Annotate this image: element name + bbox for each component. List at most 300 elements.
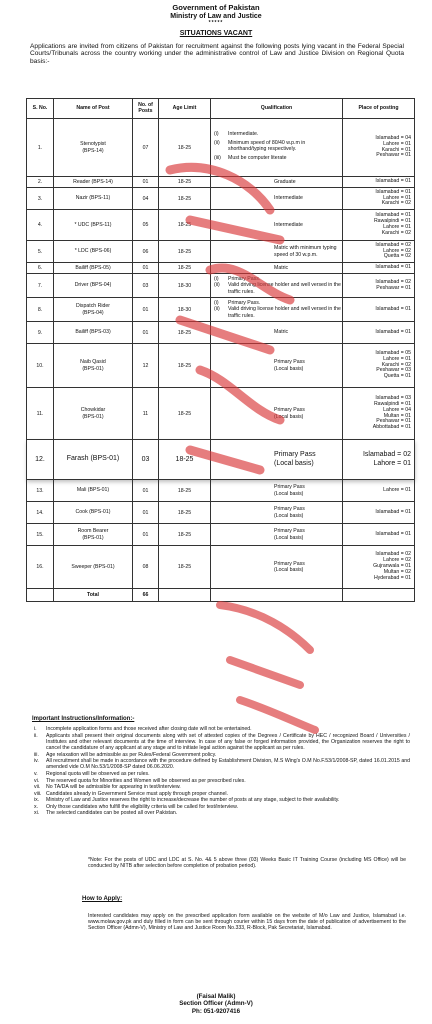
cell-place [343, 322, 415, 344]
post-name-line: Farash (BPS-01) [66, 455, 120, 463]
cell-count: 12 [133, 344, 159, 388]
qualification-numeral [214, 329, 228, 335]
table-row [27, 322, 415, 344]
cell-age: 18-25 [159, 177, 211, 188]
qualification-item [214, 414, 342, 420]
post-name-line: Room Bearer [77, 528, 109, 535]
cell-count: 08 [133, 546, 159, 589]
cell-post [54, 440, 133, 480]
table-row [27, 177, 415, 188]
qualification-item [214, 282, 342, 294]
table-row [27, 298, 415, 322]
instruction-item [32, 733, 410, 752]
qualification-item [214, 366, 342, 372]
post-name-line: Naib Qasid [80, 359, 106, 366]
instruction-item [32, 771, 410, 777]
qualification-text: (Local basis) [274, 490, 304, 497]
cell-place [343, 119, 415, 177]
instruction-item [32, 758, 410, 770]
post-name-line: Reader (BPS-14) [73, 178, 113, 185]
cell-sno: 13. [27, 480, 54, 502]
post-name-line: * UDC (BPS-11) [74, 221, 112, 228]
vacancies-table [26, 98, 415, 602]
instruction-numeral: iii. [34, 751, 39, 758]
cell-post [54, 241, 133, 263]
cell-place [343, 502, 415, 524]
place-line: Islamabad = 05 [375, 349, 411, 356]
cell-qualification [211, 388, 343, 440]
cell-post [54, 274, 133, 298]
instruction-text: Ministry of Law and Justice reserves the right to increase/decrease the number of posts at any stage, subject to their availability. [46, 797, 340, 804]
qualification-numeral [214, 414, 228, 420]
cell-post [54, 210, 133, 241]
cell-age: 18-25 [159, 546, 211, 589]
cell-place [343, 210, 415, 241]
instruction-item [32, 784, 410, 790]
place-line: Peshawar = 01 [376, 284, 411, 291]
how-to-apply-heading: How to Apply: [82, 896, 123, 902]
instruction-text: Age relaxation will be admissible as per Rules/Federal Government policy. [46, 751, 217, 758]
instruction-numeral: iv. [34, 758, 39, 765]
place-line: Lahore = 02 [383, 557, 411, 564]
qualification-text: (Local basis) [274, 365, 304, 372]
cell-qualification [211, 440, 343, 480]
intro-paragraph: Applications are invited from citizens of Pakistan for recruitment against the following posts lying vacant in the Federal Special Courts/Tribunals across the country working under the administrative control of Law and Justice Division on Regional Quota basis:- [30, 42, 404, 65]
cell-place [343, 188, 415, 210]
instruction-numeral: vii. [34, 784, 41, 791]
qualification-item [214, 155, 342, 161]
cell-qualification [211, 546, 343, 589]
document-header [0, 4, 432, 38]
qualification-item [214, 451, 342, 459]
place-line: Lahore = 01 [383, 140, 411, 147]
qualification-text: Primary Pass [274, 359, 305, 366]
cell-count: 03 [133, 274, 159, 298]
place-line: Islamabad = 01 [375, 212, 411, 219]
instruction-numeral: vi. [34, 777, 40, 784]
cell-count: 01 [133, 298, 159, 322]
qualification-text: (Local basis) [274, 459, 314, 467]
qualification-item [214, 491, 342, 497]
instruction-text: Candidates already in Government Service must apply through proper channel. [46, 790, 228, 797]
qualification-numeral: (i) [214, 300, 219, 307]
cell-sno: 6. [27, 263, 54, 274]
qualification-numeral: (ii) [214, 139, 220, 146]
place-line: Islamabad = 02 [375, 551, 411, 558]
place-line: Gujranwala = 01 [373, 563, 411, 570]
signature-block [0, 993, 432, 1015]
instruction-numeral: ix. [34, 797, 40, 804]
place-line: Peshawar = 01 [376, 152, 411, 159]
qualification-item [214, 140, 342, 152]
col-header-sno: S. No. [27, 99, 54, 119]
cell-qualification [211, 210, 343, 241]
qualification-text: (Local basis) [274, 534, 304, 541]
cell-qualification [211, 177, 343, 188]
instruction-text: Only those candidates who fulfill the eligibility criteria will be called for test/interview. [46, 803, 239, 810]
instruction-numeral: xi. [34, 810, 40, 817]
qualification-numeral: (iii) [214, 155, 221, 162]
total-value: 66 [133, 589, 159, 602]
instruction-item [32, 752, 410, 758]
cell-qualification [211, 263, 343, 274]
place-line: Islamabad = 01 [375, 530, 411, 537]
post-name-line: Dispatch Rider [75, 303, 111, 310]
place-line: Islamabad = 01 [375, 508, 411, 515]
table-row [27, 502, 415, 524]
place-line: Quetta = 01 [383, 373, 411, 380]
qualification-text: (Local basis) [274, 567, 304, 573]
qualification-item [214, 460, 342, 468]
place-line: Islamabad = 01 [375, 178, 411, 185]
qualification-text: Primary Pass [274, 407, 305, 414]
place-line: Karachi = 02 [381, 229, 411, 236]
cell-sno: 8. [27, 298, 54, 322]
cell-post [54, 480, 133, 502]
qualification-text: Intermediate [274, 195, 303, 202]
qualification-numeral [214, 366, 228, 372]
instruction-item [32, 726, 410, 732]
cell-age: 18-25 [159, 388, 211, 440]
qualification-text: Valid driving license holder and well versed in the traffic rules. [228, 282, 341, 295]
cell-age: 18-25 [159, 119, 211, 177]
place-line: Islamabad = 04 [375, 134, 411, 141]
qualification-numeral [214, 451, 228, 459]
qualification-numeral: (i) [214, 276, 219, 283]
cell-qualification [211, 344, 343, 388]
instruction-text: No TA/DA will be admissible for appearing in test/interview. [46, 784, 181, 791]
qualification-numeral [214, 535, 228, 541]
place-line: Multan = 01 [383, 412, 411, 419]
place-line: Islamabad = 02 [375, 241, 411, 248]
instruction-text: Incomplete application forms and those received after closing date will not be entertained. [46, 726, 252, 733]
cell-age: 18-25 [159, 263, 211, 274]
header-separator: ***** [208, 19, 224, 26]
cell-post [54, 188, 133, 210]
place-line: Multan = 02 [383, 568, 411, 575]
col-header-age: Age Limit [159, 99, 211, 119]
place-line: Lahore = 01 [383, 224, 411, 230]
qualification-item [214, 329, 342, 335]
qualification-numeral [214, 222, 228, 228]
table-row [27, 210, 415, 241]
cell-qualification [211, 188, 343, 210]
qualification-item [214, 513, 342, 519]
cell-post [54, 344, 133, 388]
col-header-place: Place of posting [343, 99, 415, 119]
cell-qualification [211, 502, 343, 524]
qualification-item [214, 306, 342, 318]
instruction-text: Applicants shall present their original documents along with set of attested copies of the Degrees / Certificate by HEC / recognized Board / Universities / Institutes and other relevant documents at the time of interview. In case of any false or forged information provided, the Organization reserves the right to cancel the candidature of any applicant at any stage and to initiate legal action against the applicant as per rules. [46, 732, 410, 752]
qualification-numeral: (ii) [214, 306, 220, 313]
post-name-line: Sweeper (BPS-01) [71, 563, 115, 570]
post-name-line: Bailiff (BPS-05) [75, 264, 111, 271]
signatory-designation: Section Officer (Admn-V) [179, 1000, 253, 1008]
place-line: Lahore = 02 [383, 247, 411, 254]
cell-sno: 9. [27, 322, 54, 344]
qualification-numeral: (i) [214, 130, 219, 137]
place-line: Lahore = 01 [383, 355, 411, 362]
qualification-text: Primary Pass [274, 506, 305, 513]
qualification-text: (Local basis) [274, 413, 304, 420]
cell-qualification [211, 322, 343, 344]
cell-post [54, 298, 133, 322]
cell-sno: 1. [27, 119, 54, 177]
post-name-line: (BPS-04) [82, 309, 104, 316]
qualification-item [214, 567, 342, 573]
post-name-line: (BPS-01) [82, 365, 104, 372]
col-header-post: Name of Post [54, 99, 133, 119]
cell-post [54, 322, 133, 344]
instruction-text: Regional quota will be observed as per rules. [46, 771, 150, 778]
qualification-text: Primary Pass [274, 451, 316, 459]
place-line: Lahore = 01 [373, 459, 411, 467]
place-line: Islamabad = 01 [375, 188, 411, 195]
cell-sno: 11. [27, 388, 54, 440]
place-line: Lahore = 01 [383, 486, 411, 493]
cell-age: 18-25 [159, 502, 211, 524]
instruction-numeral: ii. [34, 732, 38, 739]
total-label: Total [54, 589, 133, 602]
cell-count: 01 [133, 322, 159, 344]
post-name-line: * LDC (BPS-06) [74, 248, 112, 255]
post-name-line: Driver (BPS-04) [74, 282, 112, 289]
place-line: Lahore = 01 [383, 194, 411, 201]
qualification-item [214, 179, 342, 185]
cell-qualification [211, 298, 343, 322]
qualification-text: Primary Pass [274, 528, 305, 535]
post-name-line: Bailiff (BPS-03) [75, 329, 111, 336]
cell-post [54, 546, 133, 589]
instruction-numeral: x. [34, 803, 39, 810]
cell-age: 18-25 [159, 524, 211, 546]
post-name-line: (BPS-01) [82, 413, 104, 420]
table-row [27, 241, 415, 263]
qualification-item [214, 195, 342, 201]
qualification-text: Must be computer literate [228, 155, 287, 162]
cell-post [54, 177, 133, 188]
cell-qualification [211, 274, 343, 298]
qualification-text: Graduate [274, 178, 296, 185]
note-paragraph: *Note: For the posts of UDC and LDC at S. No. 4& 5 above three (03) Weeks Basic IT Training Course (including MS Office) will be conducted by NITB after selection before completion of probation period). [88, 857, 406, 870]
qualification-numeral [214, 245, 228, 257]
place-line: Quetta = 02 [383, 253, 411, 260]
cell-qualification [211, 480, 343, 502]
cell-count: 11 [133, 388, 159, 440]
instruction-numeral: i. [34, 726, 37, 733]
post-name-line: Cook (BPS-01) [75, 509, 111, 516]
qualification-item [214, 245, 342, 257]
cell-age: 18-25 [159, 440, 211, 480]
table-row [27, 344, 415, 388]
instructions-section [32, 716, 410, 817]
qualification-text: Intermediate [274, 221, 303, 228]
instruction-item [32, 810, 410, 816]
qualification-numeral [214, 460, 228, 468]
cell-sno: 14. [27, 502, 54, 524]
cell-sno: 15. [27, 524, 54, 546]
cell-count: 01 [133, 502, 159, 524]
qualification-text: Matric [274, 329, 289, 336]
table-row [27, 274, 415, 298]
table-header-row [27, 99, 415, 119]
place-line: Islamabad = 01 [375, 264, 411, 271]
cell-count: 01 [133, 524, 159, 546]
instructions-heading: Important Instructions/Information:- [32, 716, 135, 722]
instruction-item [32, 797, 410, 803]
cell-sno: 2. [27, 177, 54, 188]
qualification-text: Primary Pass. [228, 276, 261, 283]
table-row [27, 188, 415, 210]
instruction-numeral: viii. [34, 790, 42, 797]
cell-place [343, 344, 415, 388]
qualification-numeral [214, 195, 228, 201]
instruction-item [32, 778, 410, 784]
cell-count: 01 [133, 263, 159, 274]
instruction-item [32, 791, 410, 797]
cell-age: 18-25 [159, 241, 211, 263]
cell-post [54, 119, 133, 177]
table-row [27, 119, 415, 177]
cell-qualification [211, 241, 343, 263]
place-line: Karachi = 02 [381, 200, 411, 207]
cell-qualification [211, 119, 343, 177]
qualification-text: Valid driving license holder and well versed in the traffic rules. [228, 306, 341, 319]
qualification-numeral [214, 179, 228, 185]
qualification-item [214, 265, 342, 271]
cell-count: 04 [133, 188, 159, 210]
instruction-text: All recruitment shall be made in accordance with the procedure defined by Establishment Division, M.S Wing's O.M No.F.53/1/2008-SP, dated 16.01.2015 and amended vide O.M No.53/1/2008-SP dated 06.06.2020. [46, 758, 410, 771]
table-row [27, 480, 415, 502]
col-header-qualification: Qualification [211, 99, 343, 119]
how-to-apply-text: Interested candidates may apply on the prescribed application form available on the website of M/o Law and Justice, Islamabad i.e. www.molaw.gov.pk and duly filled in form can be sent through courier within 15 days from the date of publication of advertisement to the Section Officer (Admn-V), Ministry of Law and Justice Room No.333, R-Block, Pak Secretariat, Islamabad. [88, 913, 406, 932]
cell-post [54, 263, 133, 274]
qualification-text: Matric with minimum typing speed of 30 w.p.m. [274, 245, 337, 258]
place-line: Rawalpindi = 01 [373, 400, 411, 407]
table-row [27, 524, 415, 546]
cell-place [343, 177, 415, 188]
cell-age: 18-25 [159, 344, 211, 388]
cell-age: 18-25 [159, 210, 211, 241]
place-line: Abbottabad = 01 [372, 424, 411, 431]
table-row [27, 388, 415, 440]
cell-sno: 4. [27, 210, 54, 241]
place-line: Islamabad = 03 [375, 394, 411, 401]
cell-place [343, 546, 415, 589]
qualification-text: Intermediate. [228, 130, 259, 137]
qualification-item [214, 535, 342, 541]
place-line: Peshawar = 03 [376, 367, 411, 374]
place-line: Islamabad = 02 [362, 451, 411, 459]
place-line: Islamabad = 01 [375, 305, 411, 312]
instruction-numeral: v. [34, 771, 38, 778]
post-name-line: Chowkidar [80, 407, 106, 414]
ministry-title: Ministry of Law and Justice [170, 12, 262, 20]
table-row [27, 546, 415, 589]
cell-qualification [211, 524, 343, 546]
cell-age: 18-25 [159, 480, 211, 502]
cell-post [54, 388, 133, 440]
qualification-numeral [214, 513, 228, 519]
qualification-text: Primary Pass [274, 484, 305, 491]
cell-sno: 3. [27, 188, 54, 210]
qualification-numeral [214, 491, 228, 497]
cell-sno: 16. [27, 546, 54, 589]
col-header-count: No. of Posts [133, 99, 159, 119]
post-name-line: Mali (BPS-01) [76, 487, 110, 494]
cell-sno: 10. [27, 344, 54, 388]
cell-count: 03 [133, 440, 159, 480]
cell-sno: 12. [27, 440, 54, 480]
cell-place [343, 440, 415, 480]
post-name-line: (BPS-01) [82, 534, 104, 541]
qualification-text: Primary Pass [274, 560, 305, 567]
place-line: Islamabad = 01 [375, 328, 411, 335]
qualification-text: Matric [274, 264, 289, 271]
place-line: Hyderabad = 01 [373, 574, 411, 581]
cell-age: 18-30 [159, 298, 211, 322]
post-name-line: Stenotypist [80, 141, 106, 148]
cell-count: 01 [133, 480, 159, 502]
qualification-numeral [214, 567, 228, 573]
place-line: Karachi = 01 [381, 146, 411, 153]
cell-place [343, 263, 415, 274]
cell-place [343, 388, 415, 440]
qualification-text: Minimum speed of 80/40 w.p.m in shorthand/typing respectively. [228, 139, 306, 152]
cell-count: 01 [133, 177, 159, 188]
signatory-name: (Faisal Malik) [196, 993, 236, 1000]
place-line: Lahore = 04 [383, 406, 411, 413]
qualification-numeral: (ii) [214, 282, 220, 289]
cell-place [343, 298, 415, 322]
total-row [27, 589, 415, 602]
qualification-item [214, 222, 342, 228]
qualification-text: (Local basis) [274, 512, 304, 519]
cell-place [343, 241, 415, 263]
instructions-list [32, 726, 410, 816]
instruction-item [32, 804, 410, 810]
qualification-numeral [214, 265, 228, 271]
cell-count: 06 [133, 241, 159, 263]
post-name-line: (BPS-14) [82, 147, 104, 154]
cell-place [343, 524, 415, 546]
cell-place [343, 274, 415, 298]
cell-count: 07 [133, 119, 159, 177]
qualification-text: Primary Pass. [228, 300, 261, 307]
instruction-text: The selected candidates can be posted all over Pakistan. [46, 810, 178, 817]
government-title: Government of Pakistan [172, 3, 260, 12]
page-title: SITUATIONS VACANT [179, 29, 253, 37]
cell-sno: 7. [27, 274, 54, 298]
cell-post [54, 502, 133, 524]
place-line: Karachi = 02 [381, 361, 411, 368]
cell-age: 18-25 [159, 322, 211, 344]
qualification-item [214, 131, 342, 137]
place-line: Rawalpindi = 01 [373, 218, 411, 225]
post-name-line: Nazir (BPS-11) [75, 195, 111, 202]
instruction-text: The reserved quota for Minorities and Women will be observed as per prescribed rules. [46, 777, 246, 784]
place-line: Peshawar = 01 [376, 418, 411, 425]
table-row [27, 440, 415, 480]
cell-age: 18-30 [159, 274, 211, 298]
cell-count: 05 [133, 210, 159, 241]
table-row [27, 263, 415, 274]
place-line: Islamabad = 02 [375, 278, 411, 285]
cell-sno: 5. [27, 241, 54, 263]
cell-post [54, 524, 133, 546]
cell-age: 18-25 [159, 188, 211, 210]
cell-place [343, 480, 415, 502]
